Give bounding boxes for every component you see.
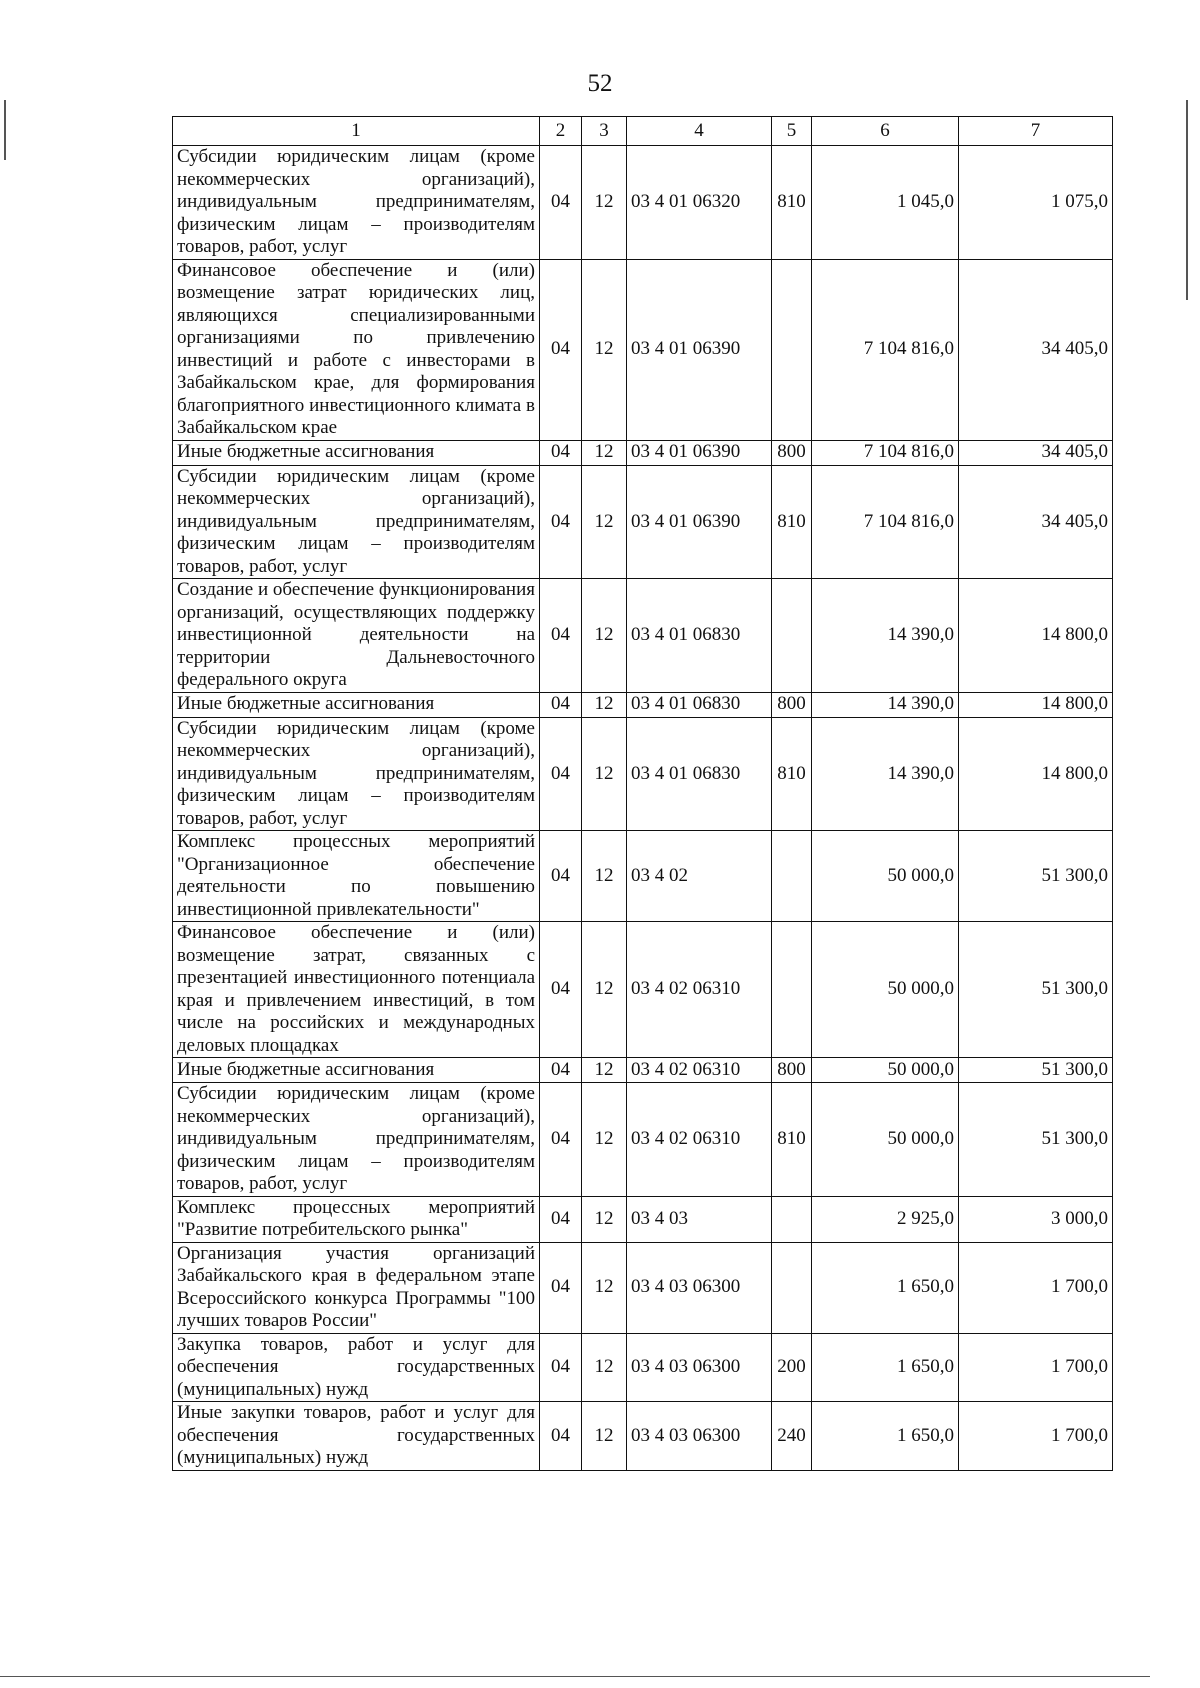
row-target-code: 03 4 01 06830 <box>627 579 772 693</box>
row-target-code: 03 4 01 06390 <box>627 259 772 440</box>
row-subsection: 12 <box>582 1196 627 1242</box>
row-subsection: 12 <box>582 259 627 440</box>
row-expense-type <box>772 579 812 693</box>
row-expense-type: 810 <box>772 717 812 831</box>
column-header-5: 5 <box>772 117 812 146</box>
row-sum-1: 50 000,0 <box>812 1058 959 1083</box>
row-sum-2: 51 300,0 <box>959 1083 1113 1197</box>
row-sum-1: 50 000,0 <box>812 1083 959 1197</box>
row-expense-type <box>772 1196 812 1242</box>
row-target-code: 03 4 01 06830 <box>627 692 772 717</box>
row-name: Создание и обеспечение функционирования организаций, осуществляющих поддержку инвестиционной деятельности на территории Дальневосточного федерального округа <box>173 579 540 693</box>
row-sum-2: 3 000,0 <box>959 1196 1113 1242</box>
row-sum-2: 34 405,0 <box>959 440 1113 465</box>
row-expense-type: 800 <box>772 1058 812 1083</box>
row-sum-2: 34 405,0 <box>959 465 1113 579</box>
row-sum-1: 7 104 816,0 <box>812 440 959 465</box>
row-sum-2: 14 800,0 <box>959 579 1113 693</box>
row-section: 04 <box>540 1083 582 1197</box>
page-number: 52 <box>587 70 613 97</box>
row-name: Иные закупки товаров, работ и услуг для обеспечения государственных (муниципальных) нужд <box>173 1402 540 1471</box>
row-expense-type: 800 <box>772 692 812 717</box>
header-row <box>173 117 1113 146</box>
row-name: Финансовое обеспечение и (или) возмещение затрат, связанных с презентацией инвестиционного потенциала края и привлечением инвестиций, в том числе на российских и международных деловых площадках <box>173 922 540 1058</box>
table-row <box>173 831 1113 922</box>
row-sum-2: 14 800,0 <box>959 717 1113 831</box>
row-sum-1: 1 045,0 <box>812 146 959 260</box>
row-subsection: 12 <box>582 1333 627 1402</box>
row-name: Комплекс процессных мероприятий "Организационное обеспечение деятельности по повышению инвестиционной привлекательности" <box>173 831 540 922</box>
row-section: 04 <box>540 1333 582 1402</box>
row-expense-type: 810 <box>772 1083 812 1197</box>
table-row <box>173 922 1113 1058</box>
table-row <box>173 146 1113 260</box>
row-target-code: 03 4 01 06320 <box>627 146 772 260</box>
row-name: Закупка товаров, работ и услуг для обеспечения государственных (муниципальных) нужд <box>173 1333 540 1402</box>
row-expense-type <box>772 831 812 922</box>
column-header-7: 7 <box>959 117 1113 146</box>
table-row <box>173 717 1113 831</box>
column-header-3: 3 <box>582 117 627 146</box>
row-target-code: 03 4 03 <box>627 1196 772 1242</box>
table-row <box>173 1402 1113 1471</box>
row-sum-2: 14 800,0 <box>959 692 1113 717</box>
row-target-code: 03 4 03 06300 <box>627 1242 772 1333</box>
table-row <box>173 1058 1113 1083</box>
row-sum-2: 1 075,0 <box>959 146 1113 260</box>
row-sum-2: 1 700,0 <box>959 1242 1113 1333</box>
row-sum-1: 14 390,0 <box>812 717 959 831</box>
row-expense-type: 200 <box>772 1333 812 1402</box>
row-sum-2: 51 300,0 <box>959 1058 1113 1083</box>
row-subsection: 12 <box>582 692 627 717</box>
row-expense-type <box>772 1242 812 1333</box>
row-subsection: 12 <box>582 440 627 465</box>
row-subsection: 12 <box>582 1402 627 1471</box>
table-row <box>173 259 1113 440</box>
table-row <box>173 1083 1113 1197</box>
row-sum-1: 50 000,0 <box>812 831 959 922</box>
row-sum-1: 1 650,0 <box>812 1402 959 1471</box>
row-subsection: 12 <box>582 1083 627 1197</box>
row-sum-1: 7 104 816,0 <box>812 259 959 440</box>
row-name: Субсидии юридическим лицам (кроме некоммерческих организаций), индивидуальным предпринимателям, физическим лицам – производителям товаров, работ, услуг <box>173 465 540 579</box>
row-subsection: 12 <box>582 922 627 1058</box>
row-name: Комплекс процессных мероприятий "Развитие потребительского рынка" <box>173 1196 540 1242</box>
row-section: 04 <box>540 1242 582 1333</box>
row-sum-1: 1 650,0 <box>812 1242 959 1333</box>
column-header-2: 2 <box>540 117 582 146</box>
row-sum-1: 50 000,0 <box>812 922 959 1058</box>
row-target-code: 03 4 02 06310 <box>627 1058 772 1083</box>
row-name: Иные бюджетные ассигнования <box>173 440 540 465</box>
column-header-4: 4 <box>627 117 772 146</box>
row-sum-2: 34 405,0 <box>959 259 1113 440</box>
row-sum-1: 2 925,0 <box>812 1196 959 1242</box>
row-subsection: 12 <box>582 579 627 693</box>
row-subsection: 12 <box>582 146 627 260</box>
column-header-6: 6 <box>812 117 959 146</box>
row-expense-type: 810 <box>772 146 812 260</box>
row-name: Субсидии юридическим лицам (кроме некоммерческих организаций), индивидуальным предпринимателям, физическим лицам – производителям товаров, работ, услуг <box>173 1083 540 1197</box>
row-name: Субсидии юридическим лицам (кроме некоммерческих организаций), индивидуальным предпринимателям, физическим лицам – производителям товаров, работ, услуг <box>173 146 540 260</box>
row-name: Финансовое обеспечение и (или) возмещение затрат юридических лиц, являющихся специализированными организациями по привлечению инвестиций и работе с инвесторами в Забайкальском крае, для формирования благоприятного инвестиционного климата в Забайкальском крае <box>173 259 540 440</box>
scan-margin-line-left <box>4 100 6 160</box>
row-expense-type <box>772 922 812 1058</box>
row-sum-2: 1 700,0 <box>959 1333 1113 1402</box>
row-expense-type <box>772 259 812 440</box>
table-row <box>173 1196 1113 1242</box>
row-section: 04 <box>540 465 582 579</box>
table-row <box>173 465 1113 579</box>
row-section: 04 <box>540 146 582 260</box>
row-sum-1: 7 104 816,0 <box>812 465 959 579</box>
row-section: 04 <box>540 717 582 831</box>
row-sum-1: 14 390,0 <box>812 579 959 693</box>
row-expense-type: 810 <box>772 465 812 579</box>
row-section: 04 <box>540 922 582 1058</box>
table-row <box>173 440 1113 465</box>
row-expense-type: 240 <box>772 1402 812 1471</box>
row-sum-1: 14 390,0 <box>812 692 959 717</box>
row-section: 04 <box>540 1058 582 1083</box>
row-subsection: 12 <box>582 465 627 579</box>
row-target-code: 03 4 03 06300 <box>627 1402 772 1471</box>
row-sum-2: 51 300,0 <box>959 922 1113 1058</box>
row-target-code: 03 4 02 <box>627 831 772 922</box>
row-sum-1: 1 650,0 <box>812 1333 959 1402</box>
row-target-code: 03 4 01 06390 <box>627 440 772 465</box>
row-section: 04 <box>540 692 582 717</box>
row-target-code: 03 4 03 06300 <box>627 1333 772 1402</box>
row-name: Иные бюджетные ассигнования <box>173 692 540 717</box>
row-subsection: 12 <box>582 717 627 831</box>
table-row <box>173 692 1113 717</box>
table-row <box>173 1333 1113 1402</box>
row-section: 04 <box>540 440 582 465</box>
row-name: Субсидии юридическим лицам (кроме некоммерческих организаций), индивидуальным предпринимателям, физическим лицам – производителям товаров, работ, услуг <box>173 717 540 831</box>
row-sum-2: 1 700,0 <box>959 1402 1113 1471</box>
row-section: 04 <box>540 1196 582 1242</box>
table-row <box>173 579 1113 693</box>
scan-margin-line-bottom <box>0 1676 1150 1677</box>
scan-margin-line-right <box>1186 100 1188 300</box>
budget-table <box>172 116 1113 1471</box>
row-name: Иные бюджетные ассигнования <box>173 1058 540 1083</box>
row-target-code: 03 4 02 06310 <box>627 1083 772 1197</box>
column-header-1: 1 <box>173 117 540 146</box>
table-row <box>173 1242 1113 1333</box>
row-section: 04 <box>540 1402 582 1471</box>
row-subsection: 12 <box>582 831 627 922</box>
row-target-code: 03 4 01 06830 <box>627 717 772 831</box>
row-target-code: 03 4 01 06390 <box>627 465 772 579</box>
row-subsection: 12 <box>582 1058 627 1083</box>
row-target-code: 03 4 02 06310 <box>627 922 772 1058</box>
row-sum-2: 51 300,0 <box>959 831 1113 922</box>
row-name: Организация участия организаций Забайкальского края в федеральном этапе Всероссийского конкурса Программы "100 лучших товаров России" <box>173 1242 540 1333</box>
row-section: 04 <box>540 259 582 440</box>
row-subsection: 12 <box>582 1242 627 1333</box>
row-expense-type: 800 <box>772 440 812 465</box>
row-section: 04 <box>540 831 582 922</box>
row-section: 04 <box>540 579 582 693</box>
